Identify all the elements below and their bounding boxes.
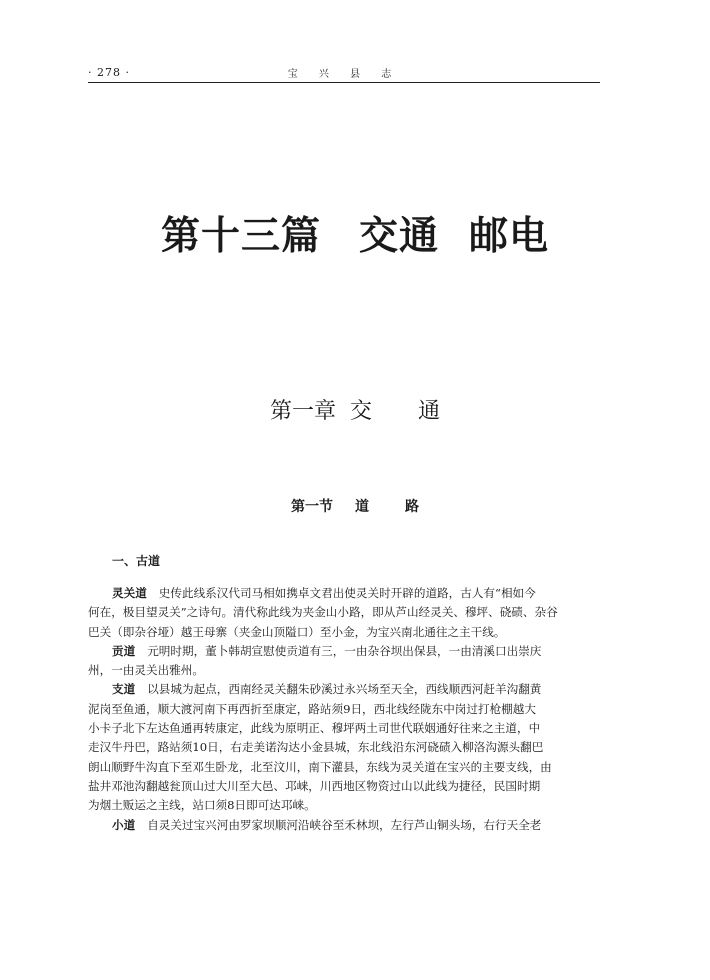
paragraph-line: 泥岗至鱼通，顺大渡河南下再西折至康定，路站须9日，西北线经陇东中岗过打枪棚越大 <box>88 701 536 716</box>
part-title <box>0 205 710 261</box>
section-char-2: 路 <box>405 499 419 515</box>
chapter-char-2: 通 <box>418 399 441 424</box>
chapter-char-1: 交 <box>349 399 372 424</box>
section-char-1: 道 <box>355 499 369 515</box>
header-rule <box>88 82 600 83</box>
page-number: · 278 · <box>88 66 130 79</box>
running-title: 宝 兴 县 志 <box>287 69 401 80</box>
paragraph-term: 贡道 <box>112 643 136 658</box>
paragraph-term: 支道 <box>112 682 136 697</box>
paragraph-line: 盐井邓池沟翻越瓮顶山过大川至大邑、邛崃，川西地区物资过山以此线为捷径，民国时期 <box>88 778 541 793</box>
section-number: 第一节 <box>291 499 333 515</box>
part-word-2: 邮电 <box>469 213 550 259</box>
part-number: 第十三篇 <box>160 213 321 259</box>
paragraph-line: 州，一由灵关出雅州。 <box>88 663 204 678</box>
paragraph-line: 灵关道 史传此线系汉代司马相如携卓文君出使灵关时开辟的道路，古人有“相如今 <box>112 586 536 600</box>
paragraph-line: 走汉牛丹巴，路站须10日，右走美诺沟达小金县城，东北线沿东河硗碛入柳洛沟源头翻巴 <box>88 740 544 755</box>
paragraph-line: 何在，极目望灵关”之诗句。清代称此线为夹金山小路，即从芦山经灵关、穆坪、硗碛、杂谷 <box>88 605 558 620</box>
paragraph-line: 小道 自灵关过宝兴河由罗家坝顺河沿峡谷至禾林坝，左行芦山铜头场，右行天全老 <box>112 817 542 832</box>
subheading: 一、古道 <box>112 554 161 568</box>
paragraph-line: 为烟土贩运之主线，站口须8日即可达邛崃。 <box>88 798 316 813</box>
paragraph-term: 灵关道 <box>112 586 147 600</box>
paragraph-line: 支道 以县城为起点，西南经灵关翻朱砂溪过永兴场至天全，西线顺西河赶羊沟翻黄 <box>112 682 542 697</box>
chapter-title <box>0 394 710 425</box>
page-header <box>88 60 600 82</box>
paragraph-line: 巴关（即杂谷垭）越王母寨（夹金山顶隘口）至小金，为宝兴南北通往之主干线。 <box>88 624 506 639</box>
part-word-1: 交通 <box>358 213 439 259</box>
body-text <box>88 584 600 835</box>
paragraph-term: 小道 <box>112 817 136 832</box>
chapter-number: 第一章 <box>269 399 336 424</box>
paragraph-line: 朗山顺野牛沟直下至邓生卧龙，北至汶川，南下灌县，东线为灵关道在宝兴的主要支线，由 <box>88 759 552 774</box>
section-title <box>0 496 710 516</box>
paragraph-line: 贡道 元明时期，董卜韩胡宣慰使贡道有三，一由杂谷坝出保县，一由清溪口出崇庆 <box>112 643 542 658</box>
paragraph-line: 小卡子北下左达鱼通再转康定，此线为原明正、穆坪两土司世代联姻通好往来之主道，中 <box>88 721 541 736</box>
